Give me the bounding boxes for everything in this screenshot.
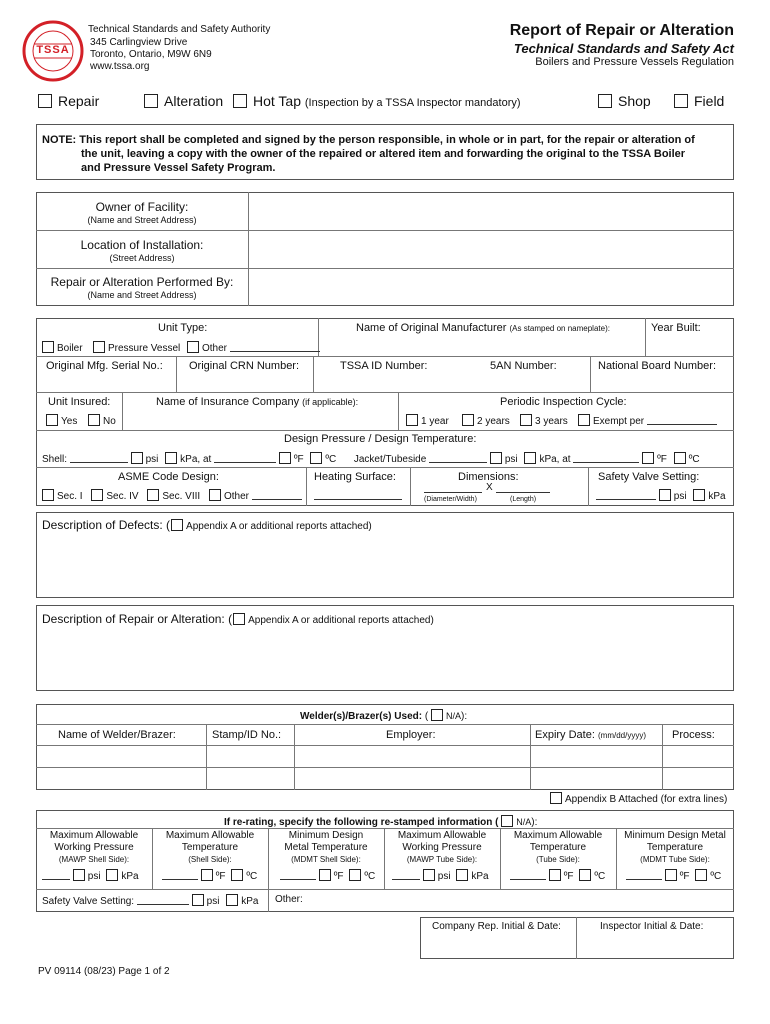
dimensions-label: Dimensions: [458,471,519,483]
welder-row-2[interactable] [37,768,733,789]
org-address-1: 345 Carlingview Drive [90,37,188,48]
boiler-checkbox[interactable] [42,341,54,353]
asme-options: Sec. I Sec. IV Sec. VIII Other [42,489,302,502]
defects-appendix-checkbox[interactable] [171,519,183,531]
insured-yes-checkbox[interactable] [46,414,58,426]
crn-label: Original CRN Number: [189,360,300,372]
mdmt-shell-degf-checkbox[interactable] [319,869,331,881]
field-checkbox[interactable] [674,94,688,108]
sec8-checkbox[interactable] [147,489,159,501]
jacket-temp-field[interactable] [573,453,639,463]
other-unit-checkbox[interactable] [187,341,199,353]
owner-field[interactable] [249,193,733,230]
tssa-id-label: TSSA ID Number: [340,360,428,372]
boiler-option[interactable]: Boiler [42,341,83,354]
mawp-tube-psi-checkbox[interactable] [423,869,435,881]
rerating-col-mdmt-shell: Minimum Design Metal Temperature (MDMT Shell Side): ºF ºC [268,830,384,882]
col-welder-name: Name of Welder/Brazer: [58,729,176,741]
mdmt-shell-degc-checkbox[interactable] [349,869,361,881]
inspector-label: Inspector Initial & Date: [600,921,704,932]
san-label: 5AN Number: [490,360,557,372]
form-code: PV 09114 (08/23) Page 1 of 2 [38,966,170,977]
design-heading: Design Pressure / Design Temperature: [284,433,477,445]
rerating-safety-kpa-checkbox[interactable] [226,894,238,906]
dimension-x: X [486,482,493,493]
form-subtitle: Technical Standards and Safety Act [513,41,734,56]
serial-label: Original Mfg. Serial No.: [46,360,163,372]
org-address-2: Toronto, Ontario, M9W 6N9 [90,49,212,60]
form-regulation: Boilers and Pressure Vessels Regulation [535,56,734,68]
performed-sub: (Name and Street Address) [87,290,197,300]
mdmt-tube-field[interactable] [626,870,662,880]
heating-surface-label: Heating Surface: [314,471,396,483]
col-employer: Employer: [386,729,436,741]
asme-label: ASME Code Design: [118,471,219,483]
jacket-pressure-field[interactable] [429,453,487,463]
alteration-option[interactable]: Alteration [144,93,223,109]
rerating-other-label: Other: [275,894,303,905]
welders-heading: Welder(s)/Brazer(s) Used: ( N/A): [300,711,468,722]
safety-setting-label: Safety Valve Setting: [598,471,700,483]
unit-type-label: Unit Type: [158,322,208,334]
periodic-label: Periodic Inspection Cycle: [500,396,627,408]
location-label: Location of Installation: [80,238,204,252]
heating-surface-field[interactable] [314,490,402,500]
mawp-tube-field[interactable] [392,870,420,880]
safety-kpa-checkbox[interactable] [693,489,705,501]
cycle-exempt[interactable]: Exempt per [578,414,717,427]
other-unit-field[interactable] [230,342,320,352]
col-stamp: Stamp/ID No.: [212,729,282,741]
owner-sub: (Name and Street Address) [87,215,197,225]
insured-yes-option[interactable]: Yes [46,414,77,427]
safety-psi-checkbox[interactable] [659,489,671,501]
shop-option[interactable]: Shop [598,93,651,109]
cycle-1-year-checkbox[interactable] [406,414,418,426]
mawp-shell-psi-checkbox[interactable] [73,869,85,881]
cycle-3-years-checkbox[interactable] [520,414,532,426]
sec4-checkbox[interactable] [91,489,103,501]
repair-appendix-checkbox[interactable] [233,613,245,625]
safety-setting-field[interactable] [596,490,656,500]
shell-psi-checkbox[interactable] [131,452,143,464]
insured-no-checkbox[interactable] [88,414,100,426]
inspector-field[interactable] [577,934,733,958]
shell-degc-checkbox[interactable] [310,452,322,464]
shell-pressure-field[interactable] [70,453,128,463]
mat-tube-field[interactable] [510,870,546,880]
mdmt-tube-degf-checkbox[interactable] [665,869,677,881]
welder-row-1[interactable] [37,746,733,767]
exempt-field[interactable] [647,415,717,425]
cycle-exempt-checkbox[interactable] [578,414,590,426]
mat-shell-field[interactable] [162,870,198,880]
rerating-safety-field[interactable] [137,895,189,905]
hot-tap-note: (Inspection by a TSSA Inspector mandatory) [304,97,521,109]
pressure-vessel-option[interactable]: Pressure Vessel [93,341,180,354]
asme-other-field[interactable] [252,490,302,500]
rerating-heading: If re-rating, specify the following re-stamped information ( N/A): [224,817,538,828]
jacket-psi-checkbox[interactable] [490,452,502,464]
rerating-safety-row: Safety Valve Setting: psi kPa [42,896,259,907]
mat-shell-degc-checkbox[interactable] [231,869,243,881]
mdmt-shell-field[interactable] [280,870,316,880]
appendix-b-checkbox[interactable] [550,792,562,804]
sec1-checkbox[interactable] [42,489,54,501]
shop-checkbox[interactable] [598,94,612,108]
rerating-col-mawp-shell: Maximum Allowable Working Pressure (MAWP Shell Side): psi kPa [36,830,152,882]
repair-option[interactable]: Repair [38,93,99,109]
field-option[interactable]: Field [674,93,724,109]
welders-na-checkbox[interactable] [431,709,443,721]
mat-shell-degf-checkbox[interactable] [201,869,213,881]
rerating-col-mat-tube: Maximum Allowable Temperature (Tube Side): ºF ºC [500,830,616,882]
manufacturer-label: Name of Original Manufacturer (As stamped on nameplate): [356,322,610,334]
shell-kpa-checkbox[interactable] [165,452,177,464]
repair-description-label: Description of Repair or Alteration: ( Appendix A or additional reports attached) [42,612,434,626]
jacket-degf-checkbox[interactable] [642,452,654,464]
shell-temp-field[interactable] [214,453,276,463]
logo-text: TSSA [36,44,70,56]
note-line-3: and Pressure Vessel Safety Program. [81,162,276,174]
rerating-col-mdmt-tube: Minimum Design Metal Temperature (MDMT Tube Side): ºF ºC [624,830,726,882]
note-line-2: the unit, leaving a copy with the owner of the repaired or altered item and forwarding the original to the TSSA Boiler [81,148,686,160]
rerating-col-mawp-tube: Maximum Allowable Working Pressure (MAWP Tube Side): psi kPa [384,830,500,882]
year-built-label: Year Built: [651,322,701,334]
mawp-shell-field[interactable] [42,870,70,880]
location-sub: (Street Address) [109,253,175,263]
cycle-2-years-checkbox[interactable] [462,414,474,426]
col-process: Process: [672,729,715,741]
cycle-1-year[interactable]: 1 year [406,414,449,427]
tssa-logo [22,20,84,82]
rerating-col-mat-shell: Maximum Allowable Temperature (Shell Side): ºF ºC [152,830,268,882]
diameter-field[interactable] [424,483,482,493]
cycle-2-years[interactable]: 2 years [462,414,510,427]
mat-tube-degc-checkbox[interactable] [579,869,591,881]
mawp-shell-kpa-checkbox[interactable] [106,869,118,881]
shell-degf-checkbox[interactable] [279,452,291,464]
rerating-other-field[interactable] [310,890,730,910]
asme-other-checkbox[interactable] [209,489,221,501]
org-name: Technical Standards and Safety Authority [88,24,271,35]
safety-setting-row: psi kPa [596,489,726,502]
cycle-3-years[interactable]: 3 years [520,414,568,427]
defects-label: Description of Defects: ( Appendix A or additional reports attached) [42,518,372,532]
national-board-label: National Board Number: [598,360,717,372]
repair-checkbox[interactable] [38,94,52,108]
insured-label: Unit Insured: [48,396,111,408]
rerating-na-checkbox[interactable] [501,815,513,827]
performed-label: Repair or Alteration Performed By: [50,275,234,289]
org-website: www.tssa.org [90,61,150,72]
length-field[interactable] [496,483,550,493]
hot-tap-checkbox[interactable] [233,94,247,108]
insurer-label: Name of Insurance Company (if applicable): [156,396,359,408]
location-field[interactable] [249,231,733,268]
shell-design-row: Shell: psi kPa, at ºF ºC Jacket/Tubeside psi kPa, at ºF ºC [42,454,700,465]
performed-field[interactable] [249,269,733,306]
diameter-hint: (Diameter/Width) [424,496,477,503]
hot-tap-option[interactable]: Hot Tap (Inspection by a TSSA Inspector mandatory) [233,93,521,109]
company-rep-field[interactable] [421,934,575,958]
company-rep-label: Company Rep. Initial & Date: [432,921,561,932]
col-expiry: Expiry Date: (mm/dd/yyyy) [535,729,646,741]
appendix-b-option[interactable]: Appendix B Attached (for extra lines) [550,792,727,805]
length-hint: (Length) [510,496,537,503]
jacket-kpa-checkbox[interactable] [524,452,536,464]
note-line-1: NOTE: This report shall be completed and signed by the person responsible, in whole or in part, for the repair or alteration of [42,134,695,146]
alteration-checkbox[interactable] [144,94,158,108]
pressure-vessel-checkbox[interactable] [93,341,105,353]
form-title: Report of Repair or Alteration [509,22,734,39]
other-unit-option[interactable]: Other [187,341,320,354]
jacket-degc-checkbox[interactable] [674,452,686,464]
insured-no-option[interactable]: No [88,414,116,427]
mdmt-tube-degc-checkbox[interactable] [695,869,707,881]
rerating-safety-psi-checkbox[interactable] [192,894,204,906]
mat-tube-degf-checkbox[interactable] [549,869,561,881]
owner-label: Owner of Facility: [95,200,189,214]
mawp-tube-kpa-checkbox[interactable] [456,869,468,881]
